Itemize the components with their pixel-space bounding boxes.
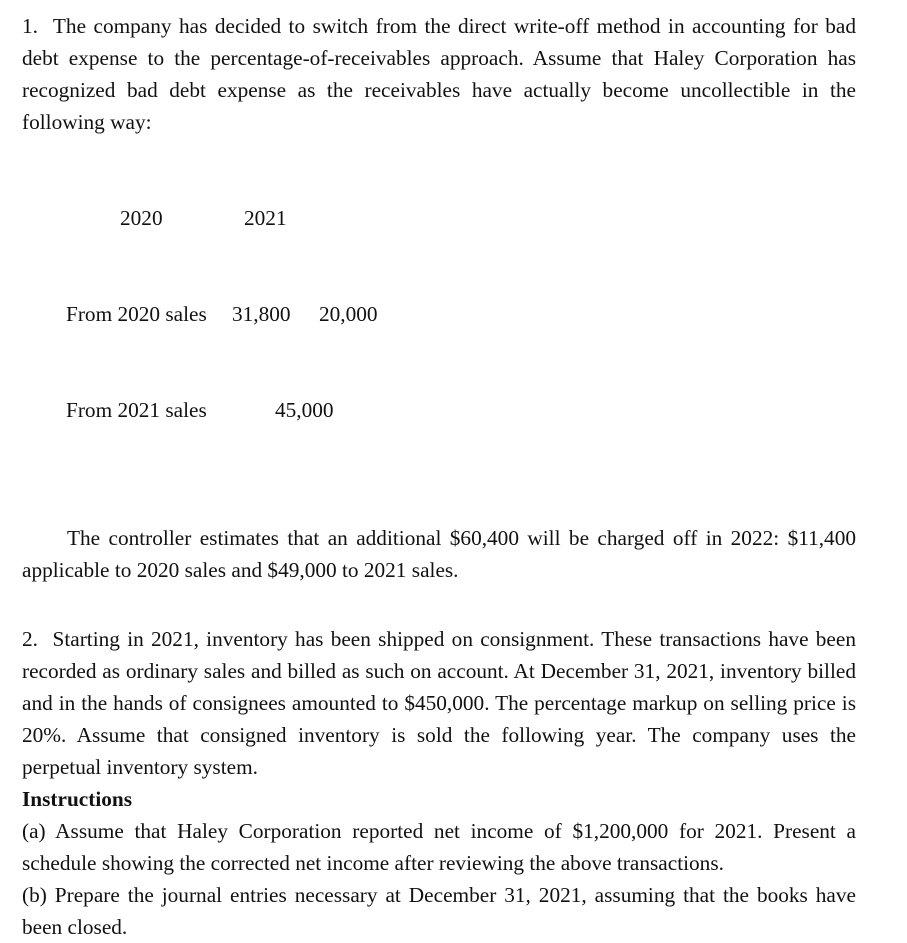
table-row xyxy=(22,394,856,426)
problem-2-text: Starting in 2021, inventory has been shipped on consignment. These transactions have been recorded as ordinary sales and billed as such on account. At December 31, 2021, inventory billed and in the hands of consignees amounted to $450,000. The percentage markup on selling price is 20%. Assume that consigned inventory is sold the following year. The company uses the perpetual inventory system. xyxy=(22,627,856,779)
problem-1-text: The company has decided to switch from the direct write-off method in accounting for bad debt expense to the percentage-of-receivables approach. Assume that Haley Corporation has recognized bad debt expense as the receivables have actually become uncollectible in the following way: xyxy=(22,14,856,134)
document-page xyxy=(22,0,856,943)
problem-2-number: 2. xyxy=(22,627,38,651)
row-value-2021: 45,000 xyxy=(275,398,334,422)
row-value-2021: 20,000 xyxy=(319,302,378,326)
blank-line xyxy=(22,490,856,522)
problem-2-paragraph xyxy=(22,623,856,783)
row-label: From 2020 sales xyxy=(66,302,207,326)
instructions-heading: Instructions xyxy=(22,787,133,811)
table-header-row xyxy=(22,202,856,234)
row-value-2020: 31,800 xyxy=(232,302,291,326)
instruction-part-b: (b) Prepare the journal entries necessary at December 31, 2021, assuming that the books have been closed. xyxy=(22,883,856,939)
problem-1-paragraph xyxy=(22,10,856,138)
problem-1-number: 1. xyxy=(22,14,38,38)
bad-debt-table xyxy=(22,138,856,490)
table-row xyxy=(22,298,856,330)
controller-note: The controller estimates that an additional $60,400 will be charged off in 2022: $11,400 applicable to 2020 sales and $49,000 to 2021 sales. xyxy=(22,526,856,582)
instruction-part-a: (a) Assume that Haley Corporation reported net income of $1,200,000 for 2021. Present a schedule showing the corrected net income after reviewing the above transactions. xyxy=(22,819,856,875)
header-2020: 2020 xyxy=(120,206,163,230)
header-2021: 2021 xyxy=(244,206,287,230)
row-label: From 2021 sales xyxy=(66,398,207,422)
